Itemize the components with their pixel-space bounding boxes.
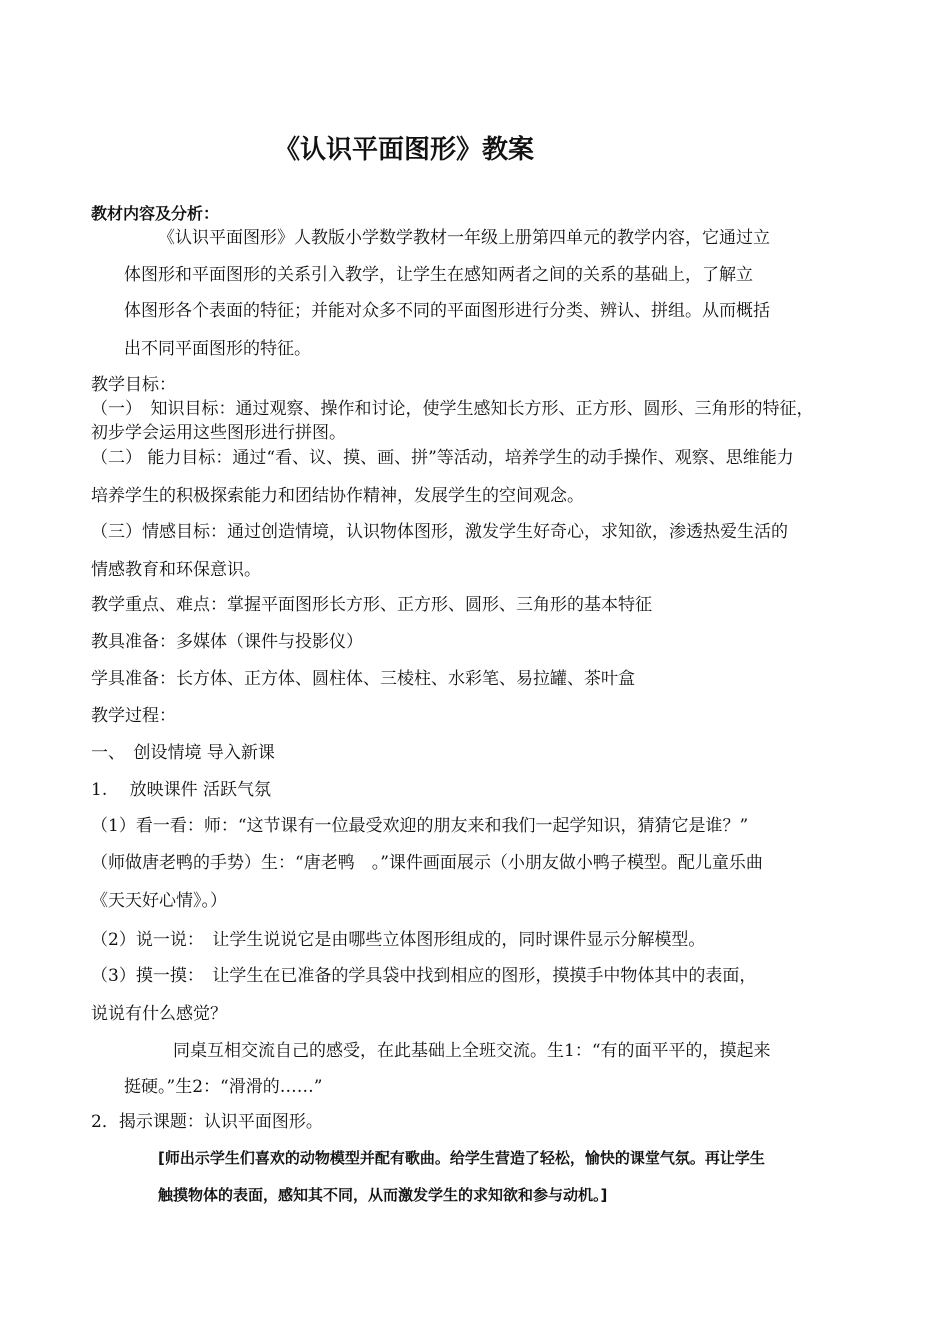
objectives-line-6: 情感教育和环保意识。 (91, 560, 261, 580)
process-line-7: 同桌互相交流自己的感受，在此基础上全班交流。生1：“有的面平平的，摸起来 (173, 1041, 771, 1061)
teaching-note-line-2: 触摸物体的表面，感知其不同，从而激发学生的求知欲和参与动机。] (158, 1186, 608, 1204)
analysis-heading: 教材内容及分析： (91, 204, 220, 223)
analysis-line-4: 出不同平面图形的特征。 (124, 339, 311, 359)
analysis-line-3: 体图形各个表面的特征；并能对众多不同的平面图形进行分类、辨认、拼组。从而概括 (124, 301, 770, 321)
process-item-1: 1. 放映课件 活跃气氛 (91, 780, 272, 800)
document-title: 《认识平面图形》教案 (274, 135, 535, 165)
process-line-4: （2）说一说： 让学生说说它是由哪些立体图形组成的，同时课件显示分解模型。 (91, 930, 706, 950)
objectives-line-2: 初步学会运用这些图形进行拼图。 (91, 423, 346, 443)
key-points: 教学重点、难点：掌握平面图形长方形、正方形、圆形、三角形的基本特征 (91, 595, 652, 615)
process-line-3: 《天天好心情》。） (91, 891, 227, 911)
student-tools: 学具准备：长方体、正方体、圆柱体、三棱柱、水彩笔、易拉罐、茶叶盒 (91, 669, 635, 689)
teacher-tools: 教具准备：多媒体（课件与投影仪） (91, 632, 363, 652)
process-heading: 教学过程： (91, 706, 176, 726)
process-line-6: 说说有什么感觉？ (91, 1004, 227, 1024)
process-line-5: （3）摸一摸： 让学生在已准备的学具袋中找到相应的图形，摸摸手中物体其中的表面， (91, 966, 757, 986)
objectives-line-4: 培养学生的积极探索能力和团结协作精神，发展学生的空间观念。 (91, 486, 584, 506)
process-line-1: （1）看一看：师：“这节课有一位最受欢迎的朋友来和我们一起学知识，猜猜它是谁？” (91, 816, 749, 836)
objectives-line-3: （二） 能力目标：通过“看、议、摸、画、拼”等活动，培养学生的动手操作、观察、思维能力 (91, 448, 794, 468)
objectives-line-1: （一） 知识目标：通过观察、操作和讨论，使学生感知长方形、正方形、圆形、三角形的特征， (91, 399, 814, 419)
process-line-9: 2．揭示课题：认识平面图形。 (91, 1112, 323, 1132)
process-line-2: （师做唐老鸭的手势）生：“唐老鸭 。”课件画面展示（小朋友做小鸭子模型。配儿童乐曲 (91, 853, 763, 873)
analysis-line-2: 体图形和平面图形的关系引入教学，让学生在感知两者之间的关系的基础上，了解立 (124, 265, 753, 285)
teaching-note-line-1: [师出示学生们喜欢的动物模型并配有歌曲。给学生营造了轻松，愉快的课堂气氛。再让学生 (158, 1149, 765, 1167)
process-section-1: 一、 创设情境 导入新课 (91, 743, 275, 763)
process-line-8: 挺硬。”生2：“滑滑的……” (124, 1077, 323, 1097)
objectives-heading: 教学目标： (91, 375, 176, 395)
objectives-line-5: （三）情感目标：通过创造情境，认识物体图形，激发学生好奇心，求知欲，渗透热爱生活的 (91, 522, 788, 542)
analysis-line-1: 《认识平面图形》人教版小学数学教材一年级上册第四单元的教学内容，它通过立 (158, 228, 770, 248)
